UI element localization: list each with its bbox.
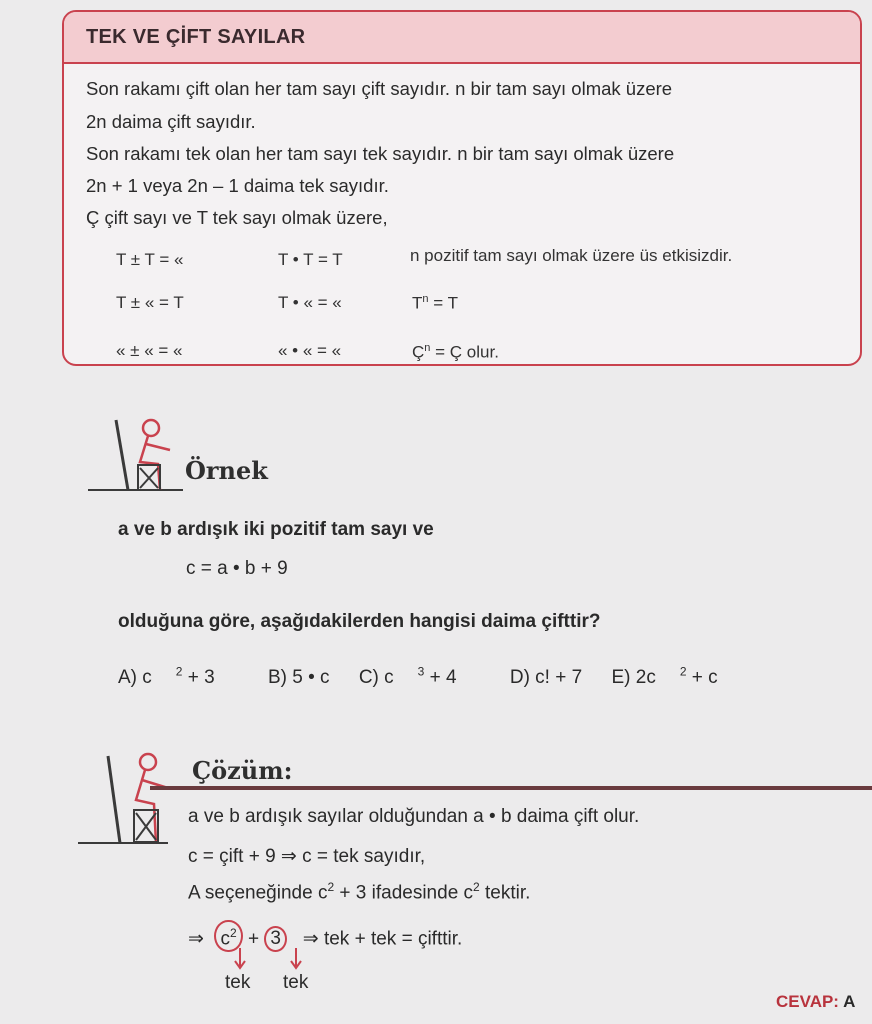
example-question-line2: olduğuna göre, aşağıdakilerden hangisi daima çifttir? xyxy=(118,611,601,632)
rule-line-3: Son rakamı tek olan her tam sayı tek sayıdır. n bir tam sayı olmak üzere xyxy=(86,143,675,164)
solution-label: Çözüm: xyxy=(192,756,293,785)
rule-grid-r3c3: $Ç^n$ = Ç olur. xyxy=(412,342,499,362)
example-label: Örnek xyxy=(185,456,268,485)
option-c[interactable]: C) c $^3$ + 4 xyxy=(358,665,457,689)
rule-header xyxy=(64,12,860,64)
option-e[interactable]: E) 2c $^2$ + c xyxy=(611,665,718,689)
solution-line3: A seçeneğinde $c^2 + 3$ ifadesinde $c^2$ tektir. xyxy=(188,880,531,904)
down-arrows-icon xyxy=(226,946,306,972)
rule-grid-r1c3: n pozitif tam sayı olmak üzere üs etkisizdir. xyxy=(410,246,733,265)
rule-grid-r2c2: T • « = « xyxy=(278,293,342,312)
circled-c-squared: $c^2$ xyxy=(214,920,242,952)
solution-line1: a ve b ardışık sayılar olduğundan a • b daima çift olur. xyxy=(188,806,640,827)
answer-options xyxy=(118,665,766,689)
rule-grid-r1c2: T • T = T xyxy=(278,250,343,269)
rule-grid-r3c2: « • « = « xyxy=(278,341,342,360)
example-equation: c = a • b + 9 xyxy=(186,558,288,579)
student-at-desk-icon xyxy=(88,410,188,496)
option-b[interactable]: B) 5 • c xyxy=(267,667,330,689)
example-question-line1: a ve b ardışık iki pozitif tam sayı ve xyxy=(118,519,434,540)
rule-grid-r1c1: T ± T = « xyxy=(116,250,184,269)
rule-line-1: Son rakamı çift olan her tam sayı çift sayıdır. n bir tam sayı olmak üzere xyxy=(86,78,673,99)
circled-three: 3 xyxy=(264,926,287,952)
rule-line-2: 2n daima çift sayıdır. xyxy=(86,111,256,132)
rule-line-5: Ç çift sayı ve T tek sayı olmak üzere, xyxy=(86,207,388,228)
student-at-desk-icon-solution xyxy=(78,748,188,848)
under-label-2: tek xyxy=(283,972,309,993)
solution-line4: ⇒ $c^2 + 3$ ⇒ tek + tek = çifttir. xyxy=(188,920,462,952)
solution-divider xyxy=(150,786,872,790)
option-d[interactable]: D) c! + 7 xyxy=(509,667,583,689)
under-label-1: tek xyxy=(225,972,251,993)
rule-line-4: 2n + 1 veya 2n – 1 daima tek sayıdır. xyxy=(86,175,389,196)
rule-title: TEK VE ÇİFT SAYILAR xyxy=(86,26,306,48)
rule-grid-r2c1: T ± « = T xyxy=(116,293,184,312)
option-a[interactable]: A) c $^2$ + 3 xyxy=(118,665,215,689)
rule-grid-r3c1: « ± « = « xyxy=(116,341,183,360)
answer-key: CEVAP: A xyxy=(776,992,856,1011)
solution-line2: c = çift + 9 ⇒ c = tek sayıdır, xyxy=(188,846,426,867)
rule-grid-r2c3: $T^n = T$ xyxy=(412,293,458,313)
